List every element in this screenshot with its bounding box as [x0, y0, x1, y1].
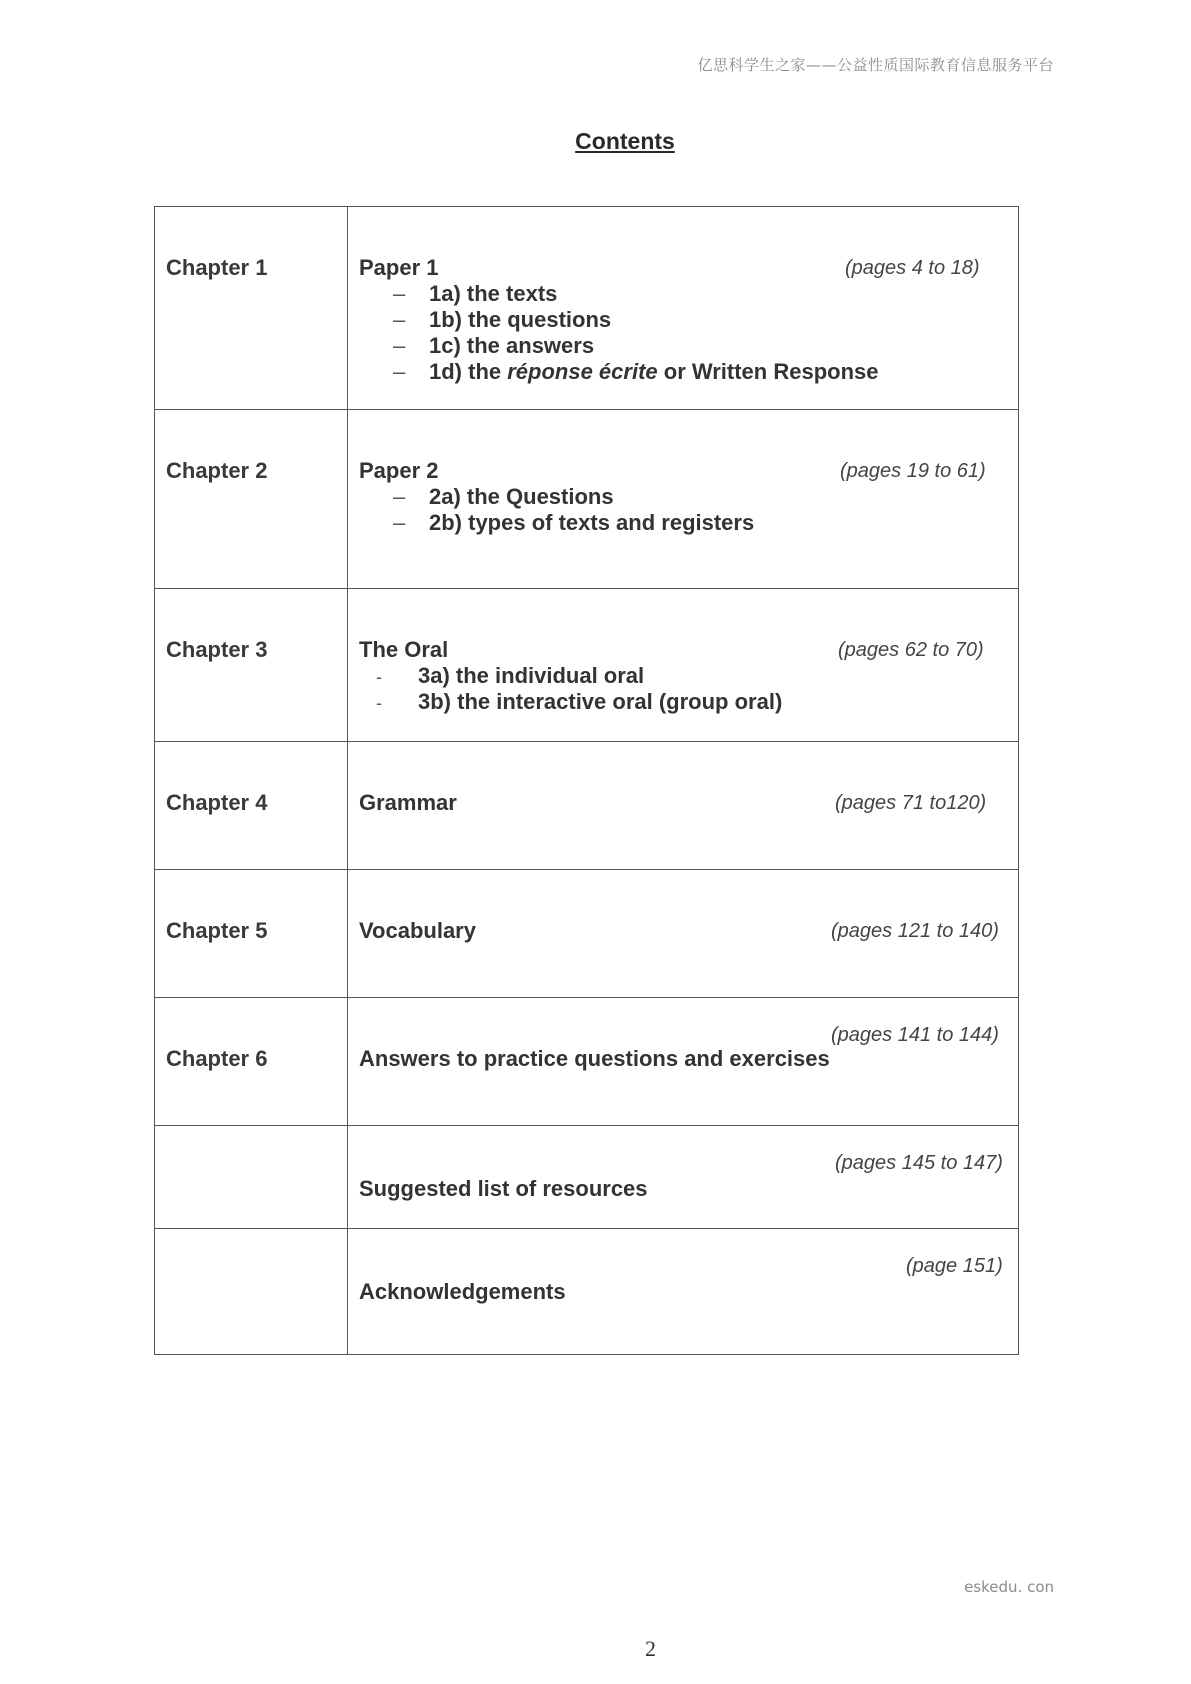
sub-item-list	[393, 281, 879, 385]
section-cell	[348, 410, 1019, 589]
section-cell	[348, 1229, 1019, 1355]
list-item	[376, 689, 782, 715]
section-title: Acknowledgements	[359, 1279, 566, 1304]
list-item	[376, 663, 782, 689]
section-title: Answers to practice questions and exercises	[359, 1046, 830, 1071]
page-range: (pages 62 to 70)	[838, 639, 984, 661]
list-item-suffix: or Written Response	[657, 359, 879, 384]
list-item	[393, 484, 754, 510]
dash-icon: –	[393, 333, 406, 358]
table-row	[155, 742, 1019, 870]
list-item-label: 3a) the individual oral	[418, 663, 645, 688]
list-item	[393, 307, 879, 333]
table-row	[155, 410, 1019, 589]
chapter-label: Chapter 5	[166, 918, 268, 943]
list-item	[393, 510, 754, 536]
section-title: Paper 1	[359, 255, 439, 280]
footer-site: eskedu. con	[964, 1578, 1054, 1596]
list-item-label: 2b) types of texts and registers	[429, 510, 755, 535]
chapter-cell	[155, 998, 348, 1126]
contents-table	[154, 206, 1019, 1355]
dash-icon: –	[393, 359, 406, 384]
page-range: (pages 121 to 140)	[831, 920, 999, 942]
chapter-cell	[155, 589, 348, 742]
section-cell	[348, 742, 1019, 870]
list-item	[393, 333, 879, 359]
page-range: (pages 145 to 147)	[835, 1152, 1003, 1174]
chapter-label: Chapter 4	[166, 790, 268, 815]
section-cell	[348, 870, 1019, 998]
sub-item-list	[376, 663, 782, 715]
section-title: The Oral	[359, 637, 449, 662]
chapter-cell	[155, 410, 348, 589]
dash-icon: –	[393, 307, 406, 332]
list-item-label: 2a) the Questions	[429, 484, 614, 509]
list-item	[393, 359, 879, 385]
table-row	[155, 589, 1019, 742]
chapter-label: Chapter 1	[166, 255, 268, 280]
page-range: (pages 4 to 18)	[845, 257, 980, 279]
page-range: (pages 141 to 144)	[831, 1024, 999, 1046]
page-title: Contents	[575, 128, 675, 154]
chapter-cell	[155, 207, 348, 410]
section-cell	[348, 207, 1019, 410]
dash-icon: -	[376, 667, 382, 687]
table-row	[155, 207, 1019, 410]
chapter-cell	[155, 742, 348, 870]
sub-item-list	[393, 484, 754, 536]
page-range: (pages 19 to 61)	[840, 460, 986, 482]
section-cell	[348, 998, 1019, 1126]
table-row	[155, 870, 1019, 998]
chapter-label: Chapter 3	[166, 637, 268, 662]
section-cell	[348, 589, 1019, 742]
list-item-label: 1c) the answers	[429, 333, 595, 358]
section-title: Suggested list of resources	[359, 1176, 648, 1201]
chapter-label: Chapter 6	[166, 1046, 268, 1071]
dash-icon: -	[376, 693, 382, 713]
list-item	[393, 281, 879, 307]
section-title: Vocabulary	[359, 918, 476, 943]
header-note: 亿思科学生之家——公益性质国际教育信息服务平台	[697, 56, 1054, 74]
section-title: Paper 2	[359, 458, 439, 483]
table-row	[155, 1126, 1019, 1229]
list-item-label: 1a) the texts	[429, 281, 558, 306]
chapter-cell	[155, 870, 348, 998]
table-row	[155, 998, 1019, 1126]
page-range: (pages 71 to120)	[835, 792, 987, 814]
list-item-prefix: 1d) the	[429, 359, 508, 384]
section-title: Grammar	[359, 790, 457, 815]
list-item-label: 3b) the interactive oral (group oral)	[418, 689, 783, 714]
chapter-cell	[155, 1126, 348, 1229]
dash-icon: –	[393, 484, 406, 509]
page-range: (page 151)	[906, 1255, 1003, 1277]
chapter-label: Chapter 2	[166, 458, 268, 483]
dash-icon: –	[393, 510, 406, 535]
list-item-italic: réponse écrite	[507, 359, 658, 384]
table-row	[155, 1229, 1019, 1355]
page-number: 2	[645, 1636, 656, 1661]
dash-icon: –	[393, 281, 406, 306]
section-cell	[348, 1126, 1019, 1229]
chapter-cell	[155, 1229, 348, 1355]
list-item-label: 1b) the questions	[429, 307, 612, 332]
